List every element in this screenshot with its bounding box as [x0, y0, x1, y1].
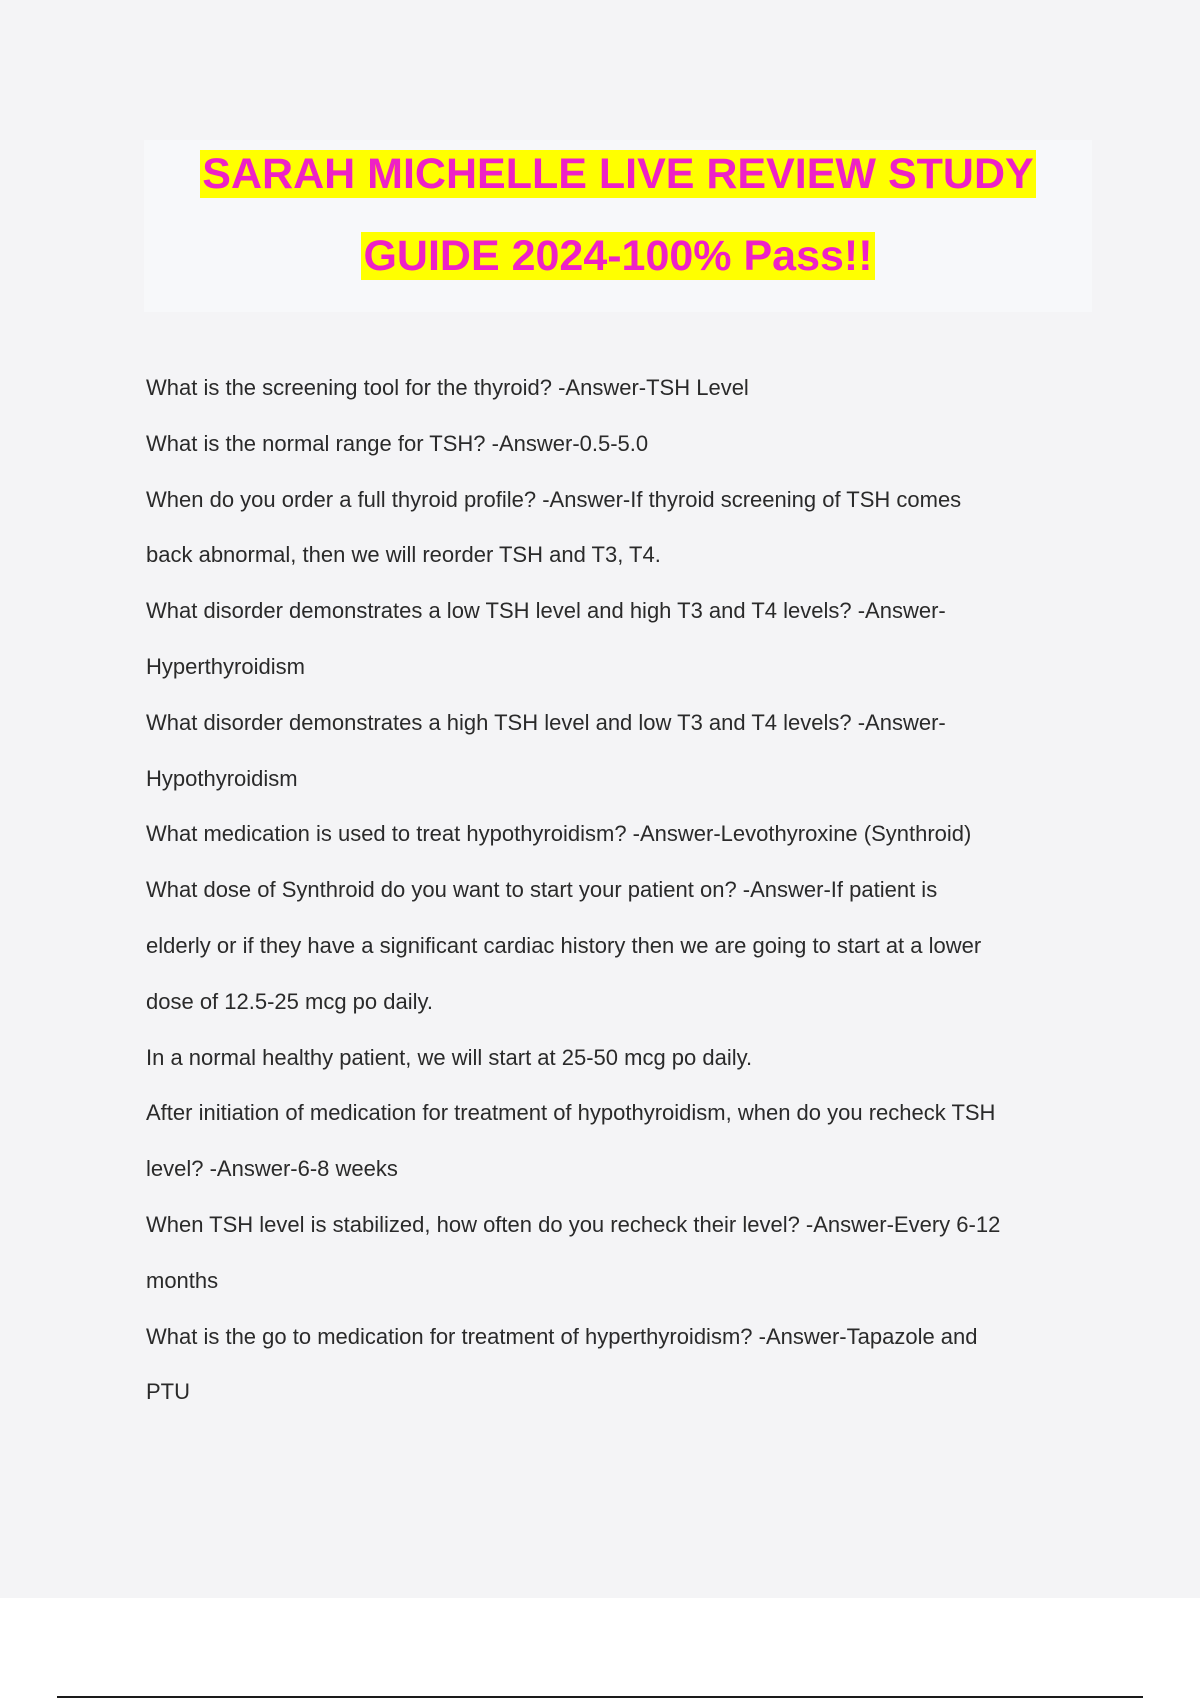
title-line-2-text: GUIDE 2024-100% Pass!! [363, 232, 873, 280]
text-line: In a normal healthy patient, we will start at 25-50 mcg po daily. [146, 1044, 753, 1070]
text-line: What is the screening tool for the thyroid? -Answer-TSH Level [146, 375, 749, 400]
title-line-2 [144, 230, 1092, 282]
text-line: Hyperthyroidism [146, 653, 305, 679]
text-line: What is the normal range for TSH? -Answer-0.5-5.0 [146, 430, 649, 456]
text-line: elderly or if they have a significant cardiac history then we are going to start at a lower [146, 932, 982, 958]
text-line: dose of 12.5-25 mcg po daily. [146, 988, 433, 1014]
qa-content [146, 360, 1096, 1420]
text-line: What dose of Synthroid do you want to start your patient on? -Answer-If patient is [146, 877, 938, 903]
text-line: What disorder demonstrates a high TSH level and low T3 and T4 levels? -Answer- [146, 709, 946, 735]
text-line: What is the go to medication for treatment of hyperthyroidism? -Answer-Tapazole and [146, 1323, 978, 1349]
text-line: When do you order a full thyroid profile? -Answer-If thyroid screening of TSH comes [146, 486, 962, 512]
footer-divider [57, 1696, 1143, 1698]
text-line: back abnormal, then we will reorder TSH and T3, T4. [146, 542, 661, 568]
text-line: What disorder demonstrates a low TSH level and high T3 and T4 levels? -Answer- [146, 598, 946, 624]
text-line: After initiation of medication for treatment of hypothyroidism, when do you recheck TSH [146, 1100, 996, 1126]
text-line: When TSH level is stabilized, how often do you recheck their level? -Answer-Every 6-12 [146, 1211, 1001, 1237]
text-line: months [146, 1267, 219, 1293]
text-line: What medication is used to treat hypothyroidism? -Answer-Levothyroxine (Synthroid) [146, 821, 972, 847]
title-block [144, 140, 1092, 312]
title-line-1-text: SARAH MICHELLE LIVE REVIEW STUDY [202, 150, 1034, 198]
text-line: level? -Answer-6-8 weeks [146, 1156, 398, 1182]
title-line-1 [144, 148, 1092, 200]
text-line: PTU [146, 1379, 190, 1405]
text-line: Hypothyroidism [146, 765, 298, 791]
